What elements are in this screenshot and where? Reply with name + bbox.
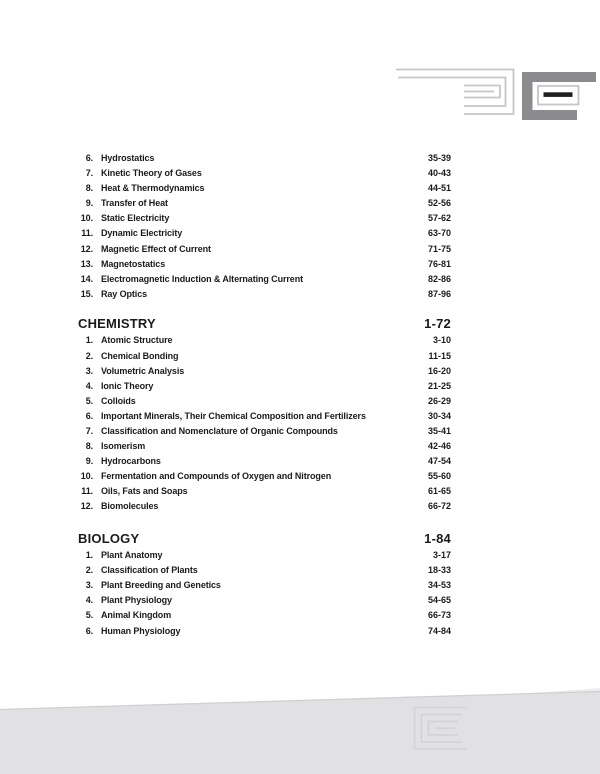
item-page-range: 42-46 [427, 441, 451, 452]
item-page-range: 54-65 [427, 595, 451, 606]
toc-item [78, 272, 451, 287]
spiral-line-outer [396, 70, 514, 115]
item-number: 9. [85, 456, 93, 467]
item-page-range: 35-39 [427, 153, 451, 163]
item-number: 10. [80, 471, 93, 482]
item-page-range: 82-86 [427, 273, 451, 284]
item-number: 6. [85, 410, 93, 421]
item-page-range: 21-25 [427, 380, 451, 391]
item-page-range: 61-65 [427, 486, 451, 497]
item-title: Classification of Plants [101, 565, 198, 576]
item-title: Ray Optics [101, 288, 148, 299]
item-number: 7. [85, 426, 93, 436]
toc-item [78, 151, 451, 166]
item-page-range: 3-17 [432, 550, 451, 561]
item-title: Hydrocarbons [101, 456, 161, 467]
spiral-motif-light [396, 70, 514, 115]
toc-section [78, 314, 451, 514]
item-number: 14. [80, 273, 93, 284]
toc-item [78, 257, 451, 272]
item-page-range: 18-33 [427, 565, 451, 576]
toc-item [78, 608, 451, 623]
toc-item [78, 166, 451, 181]
item-page-range: 47-54 [427, 456, 451, 467]
toc-item [78, 379, 451, 394]
toc-item [78, 333, 451, 348]
toc-item [78, 563, 451, 578]
item-title: Magnetostatics [101, 258, 166, 269]
item-number: 4. [85, 595, 93, 606]
item-title: Animal Kingdom [101, 610, 172, 621]
item-title: Ionic Theory [101, 380, 154, 391]
item-number: 5. [85, 395, 93, 406]
item-title: Plant Physiology [101, 595, 172, 606]
item-page-range: 66-72 [427, 501, 451, 512]
toc-item [78, 548, 451, 563]
item-number: 15. [80, 288, 93, 299]
item-title: Classification and Nomenclature of Organic Compounds [101, 426, 338, 436]
section-title: CHEMISTRY [78, 316, 156, 332]
item-page-range: 63-70 [427, 228, 451, 239]
item-title: Heat & Thermodynamics [101, 183, 205, 194]
toc-item [78, 211, 451, 226]
item-number: 8. [85, 183, 93, 194]
item-title: Kinetic Theory of Gases [101, 168, 202, 179]
item-page-range: 40-43 [427, 168, 451, 179]
section-title: BIOLOGY [78, 531, 140, 547]
toc-item [78, 578, 451, 593]
item-number: 7. [85, 168, 93, 179]
item-title: Colloids [101, 395, 136, 406]
item-title: Magnetic Effect of Current [101, 243, 211, 254]
toc-section [78, 151, 451, 302]
item-number: 2. [85, 565, 93, 576]
toc-item [78, 424, 451, 439]
toc-item [78, 287, 451, 302]
item-number: 6. [85, 153, 93, 163]
item-title: Hydrostatics [101, 153, 155, 163]
item-page-range: 34-53 [427, 580, 451, 591]
footer-band [0, 692, 600, 774]
item-number: 3. [85, 580, 93, 591]
footer-ornament [0, 684, 600, 774]
item-number: 6. [85, 625, 93, 636]
item-page-range: 57-62 [427, 213, 451, 224]
item-title: Important Minerals, Their Chemical Composition and Fertilizers [101, 410, 366, 421]
item-number: 13. [80, 258, 93, 269]
item-page-range: 3-10 [432, 335, 451, 346]
item-title: Plant Breeding and Genetics [101, 580, 221, 591]
item-page-range: 26-29 [427, 395, 451, 406]
item-page-range: 55-60 [427, 471, 451, 482]
item-number: 1. [85, 550, 93, 561]
section-page-range: 1-84 [424, 531, 451, 547]
item-title: Fermentation and Compounds of Oxygen and Nitrogen [101, 471, 332, 482]
section-heading [78, 529, 451, 548]
toc-item [78, 469, 451, 484]
item-title: Isomerism [101, 441, 146, 452]
toc-item [78, 364, 451, 379]
item-number: 11. [81, 486, 93, 497]
toc-item [78, 409, 451, 424]
item-page-range: 44-51 [427, 183, 451, 194]
toc-section [78, 529, 451, 639]
item-number: 1. [85, 335, 93, 346]
item-number: 11. [81, 228, 93, 239]
item-page-range: 74-84 [427, 625, 451, 636]
toc-item [78, 226, 451, 241]
toc-item [78, 454, 451, 469]
item-title: Transfer of Heat [101, 198, 168, 209]
item-title: Static Electricity [101, 213, 170, 224]
item-number: 12. [80, 243, 93, 254]
item-title: Plant Anatomy [101, 550, 163, 561]
bracket-ink-bar [544, 92, 573, 97]
item-page-range: 16-20 [427, 365, 451, 376]
toc-item [78, 181, 451, 196]
item-page-range: 71-75 [427, 243, 451, 254]
item-title: Atomic Structure [101, 335, 173, 346]
toc-item [78, 196, 451, 211]
item-page-range: 35-41 [427, 426, 451, 436]
item-page-range: 87-96 [427, 288, 451, 299]
section-heading [78, 314, 451, 333]
item-number: 2. [85, 350, 93, 361]
toc-item [78, 499, 451, 514]
item-page-range: 76-81 [427, 258, 451, 269]
item-page-range: 30-34 [427, 410, 451, 421]
item-title: Human Physiology [101, 625, 181, 636]
item-page-range: 11-15 [428, 350, 451, 361]
item-title: Chemical Bonding [101, 350, 179, 361]
toc-item [78, 242, 451, 257]
item-number: 8. [85, 441, 93, 452]
toc-item [78, 349, 451, 364]
toc-item [78, 624, 451, 639]
item-title: Volumetric Analysis [101, 365, 185, 376]
toc-item [78, 394, 451, 409]
toc-item [78, 439, 451, 454]
item-number: 4. [85, 380, 93, 391]
item-number: 10. [80, 213, 93, 224]
item-number: 9. [85, 198, 93, 209]
item-number: 5. [85, 610, 93, 621]
item-title: Electromagnetic Induction & Alternating Current [101, 273, 303, 284]
item-title: Oils, Fats and Soaps [101, 486, 188, 497]
item-page-range: 66-73 [427, 610, 451, 621]
table-of-contents [78, 151, 451, 639]
toc-item [78, 593, 451, 608]
item-number: 12. [80, 501, 93, 512]
item-title: Dynamic Electricity [101, 228, 183, 239]
section-page-range: 1-72 [424, 316, 451, 332]
item-title: Biomolecules [101, 501, 159, 512]
toc-item [78, 484, 451, 499]
item-page-range: 52-56 [427, 198, 451, 209]
corner-ornament-top [0, 0, 600, 130]
item-number: 3. [85, 365, 93, 376]
